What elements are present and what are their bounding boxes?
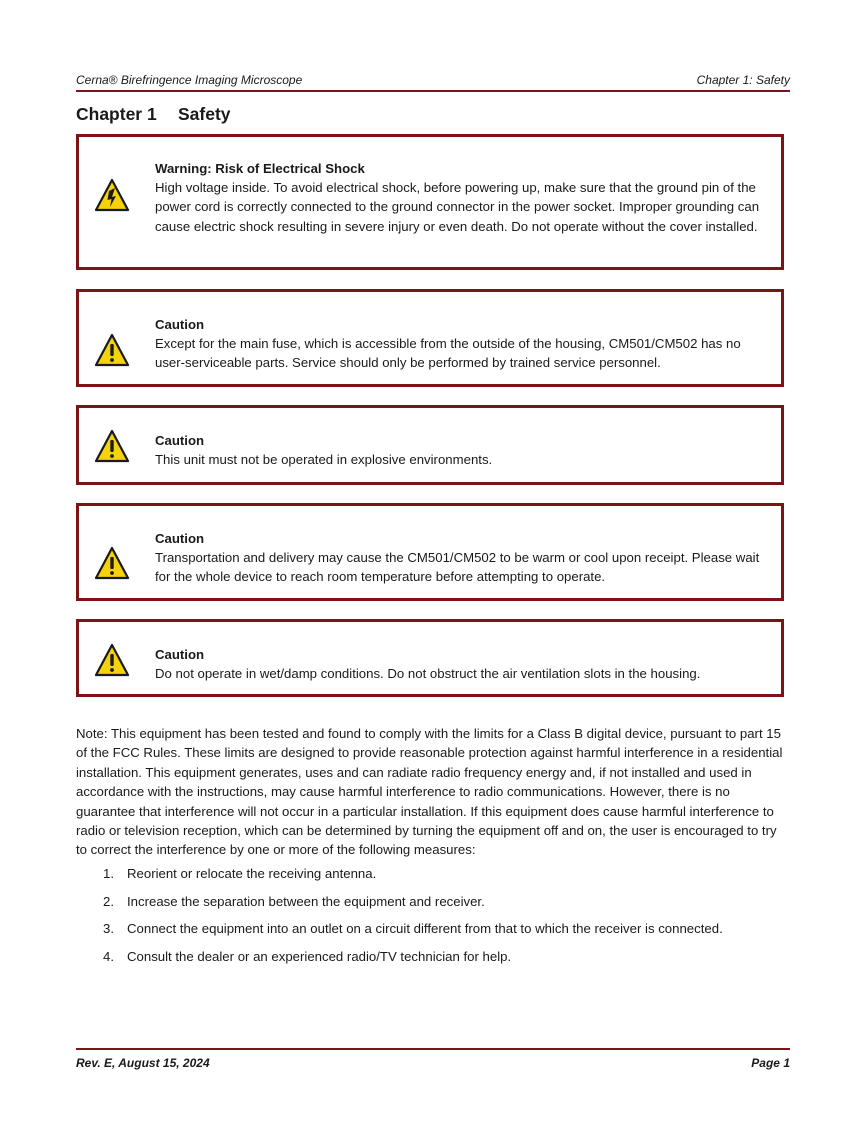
- electrical-hazard-icon: [94, 178, 130, 217]
- caution-icon: [94, 333, 130, 372]
- caution-icon: [94, 429, 130, 468]
- caution-icon: [94, 643, 130, 682]
- notice-caution-wet: [76, 619, 784, 697]
- list-item-text: Consult the dealer or an experienced radio/TV technician for help.: [127, 948, 512, 964]
- caution-icon: [94, 546, 130, 585]
- notice-caution-service: [76, 289, 784, 387]
- list-item-text: Reorient or relocate the receiving antenna.: [127, 866, 377, 881]
- chapter-title: Safety: [178, 104, 231, 124]
- notice-title: Caution: [155, 647, 205, 662]
- page-footer: [76, 1048, 790, 1074]
- notice-body: Do not operate in wet/damp conditions. Do not obstruct the air ventilation slots in the housing.: [155, 666, 701, 682]
- header-chapter: Chapter 1: Safety: [696, 73, 790, 87]
- notice-title: Caution: [155, 531, 205, 546]
- list-item-text: Increase the separation between the equipment and receiver.: [127, 893, 485, 909]
- page-header: [76, 70, 790, 92]
- notice-body: Except for the main fuse, which is accessible from the outside of the housing, CM501/CM502 has no user-serviceable parts. Service should only be performed by trained service personnel.: [155, 336, 741, 371]
- notice-caution-temperature: [76, 503, 784, 601]
- fcc-note-paragraph: Note: This equipment has been tested and found to comply with the limits for a Class B digital device, pursuant to part 15 of the FCC Rules. These limits are designed to provide reasonable protection against harmful interference in a residential installation. This equipment generates, uses and can radiate radio frequency energy and, if not installed and used in accordance with the instructions, may cause harmful interference to radio communications. However, there is no guarantee that interference will not occur in a particular installation. If this equipment does cause harmful interference to radio or television reception, which can be determined by turning the equipment off and on, the user is encouraged to try to correct the interference by one or more of the following measures:: [76, 726, 783, 858]
- notice-title: Caution: [155, 433, 205, 448]
- notice-body: Transportation and delivery may cause the CM501/CM502 to be warm or cool upon receipt. Please wait for the whole device to reach room temperature before attempting to operate.: [155, 550, 760, 585]
- list-item-text: Connect the equipment into an outlet on a circuit different from that to which the receiver is connected.: [127, 921, 723, 937]
- notice-caution-explosive: [76, 405, 784, 485]
- notice-electrical-shock: [76, 134, 784, 270]
- notice-body: High voltage inside. To avoid electrical shock, before powering up, make sure that the ground pin of the power cord is correctly connected to the ground connector in the power socket. Improper grounding can cause electric shock resulting in severe injury or even death. Do not operate without the cover installed.: [155, 180, 760, 234]
- header-document-title: Cerna® Birefringence Imaging Microscope: [76, 73, 303, 87]
- notice-title: Caution: [155, 317, 205, 332]
- notice-title: Warning: Risk of Electrical Shock: [155, 161, 365, 176]
- list-item-number: 4.: [103, 948, 114, 964]
- list-item-number: 3.: [103, 921, 114, 937]
- chapter-number: Chapter 1: [76, 104, 157, 124]
- list-item-number: 1.: [103, 866, 114, 881]
- footer-revision: Rev. E, August 15, 2024: [76, 1056, 210, 1070]
- footer-page-number: Page 1: [751, 1056, 790, 1070]
- chapter-heading: [76, 104, 231, 125]
- list-item-number: 2.: [103, 893, 114, 909]
- notice-body: This unit must not be operated in explosive environments.: [155, 452, 493, 468]
